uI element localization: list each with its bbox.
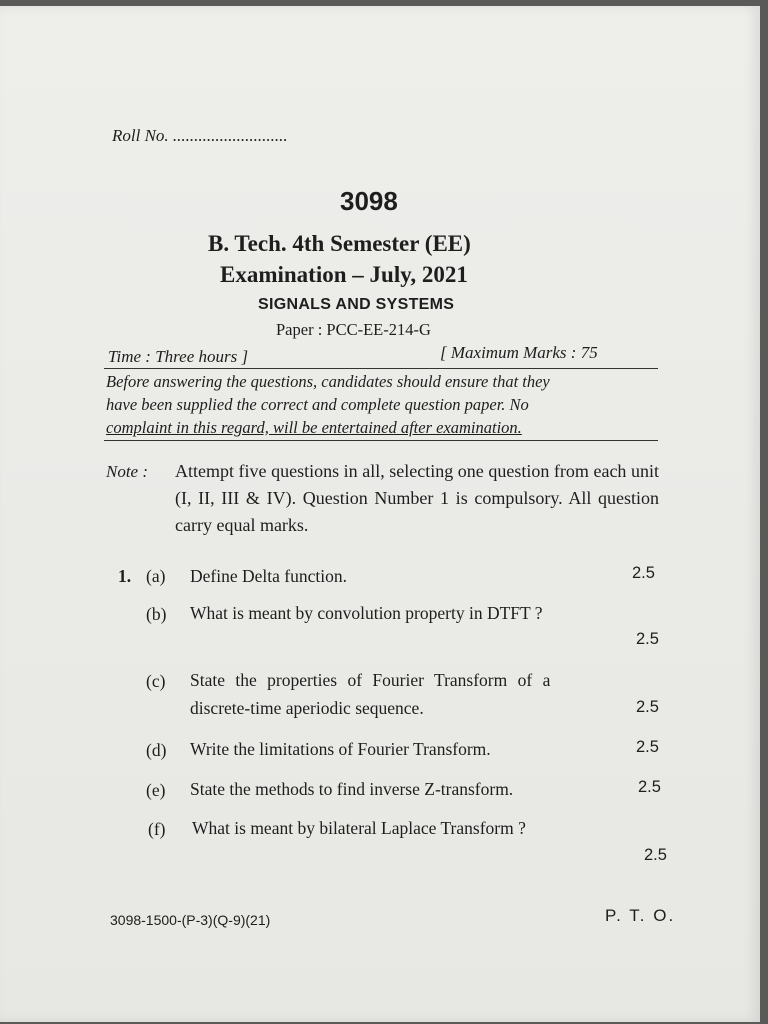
part-d-marks: 2.5 bbox=[636, 738, 659, 756]
time-allowed: Time : Three hours ] bbox=[108, 347, 249, 366]
instruction-line: complaint in this regard, will be entertained after examination. bbox=[106, 418, 522, 437]
part-c-marks: 2.5 bbox=[636, 698, 659, 716]
instruction-line: have been supplied the correct and complete question paper. No bbox=[106, 395, 529, 414]
part-c-label: (c) bbox=[146, 671, 166, 691]
part-a-marks: 2.5 bbox=[632, 564, 655, 582]
divider-top bbox=[104, 368, 658, 369]
exam-title: Examination – July, 2021 bbox=[220, 262, 468, 287]
part-f-label: (f) bbox=[148, 819, 166, 839]
part-c-text-line2: discrete-time aperiodic sequence. bbox=[190, 698, 424, 718]
part-e-marks: 2.5 bbox=[638, 778, 661, 796]
note-label: Note : bbox=[106, 462, 149, 481]
part-a-text: Define Delta function. bbox=[190, 566, 347, 586]
part-a-label: (a) bbox=[146, 566, 166, 586]
paper-number: Paper : PCC-EE-214-G bbox=[276, 320, 431, 339]
part-d-label: (d) bbox=[146, 740, 167, 760]
part-b-text: What is meant by convolution property in DTFT ? bbox=[190, 603, 543, 623]
instructions-block bbox=[106, 370, 658, 439]
part-c-text-line1: State the properties of Fourier Transform of a bbox=[190, 670, 551, 690]
instruction-line: Before answering the questions, candidates should ensure that they bbox=[106, 372, 550, 391]
divider-bottom bbox=[104, 440, 658, 441]
part-e-label: (e) bbox=[146, 780, 166, 800]
exam-paper-sheet bbox=[0, 6, 760, 1022]
subject-title: SIGNALS AND SYSTEMS bbox=[258, 296, 455, 313]
question-number: 1. bbox=[118, 566, 132, 586]
please-turn-over: P. T. O. bbox=[605, 906, 676, 925]
note-text: Attempt five questions in all, selecting one question from each unit (I, II, III & IV). Question Number 1 is compulsory. All question carry equal marks. bbox=[175, 461, 659, 535]
part-b-label: (b) bbox=[146, 604, 167, 624]
roll-number-field: Roll No. ........................... bbox=[112, 126, 288, 145]
maximum-marks: [ Maximum Marks : 75 bbox=[440, 343, 598, 362]
paper-code: 3098 bbox=[340, 186, 398, 216]
part-e-text: State the methods to find inverse Z-transform. bbox=[190, 779, 514, 799]
course-title: B. Tech. 4th Semester (EE) bbox=[208, 231, 471, 256]
footer-paper-code: 3098-1500-(P-3)(Q-9)(21) bbox=[110, 912, 271, 928]
part-f-marks: 2.5 bbox=[644, 846, 667, 864]
part-f-text: What is meant by bilateral Laplace Transform ? bbox=[192, 818, 526, 838]
part-d-text: Write the limitations of Fourier Transform. bbox=[190, 739, 491, 759]
part-b-marks: 2.5 bbox=[636, 630, 659, 648]
